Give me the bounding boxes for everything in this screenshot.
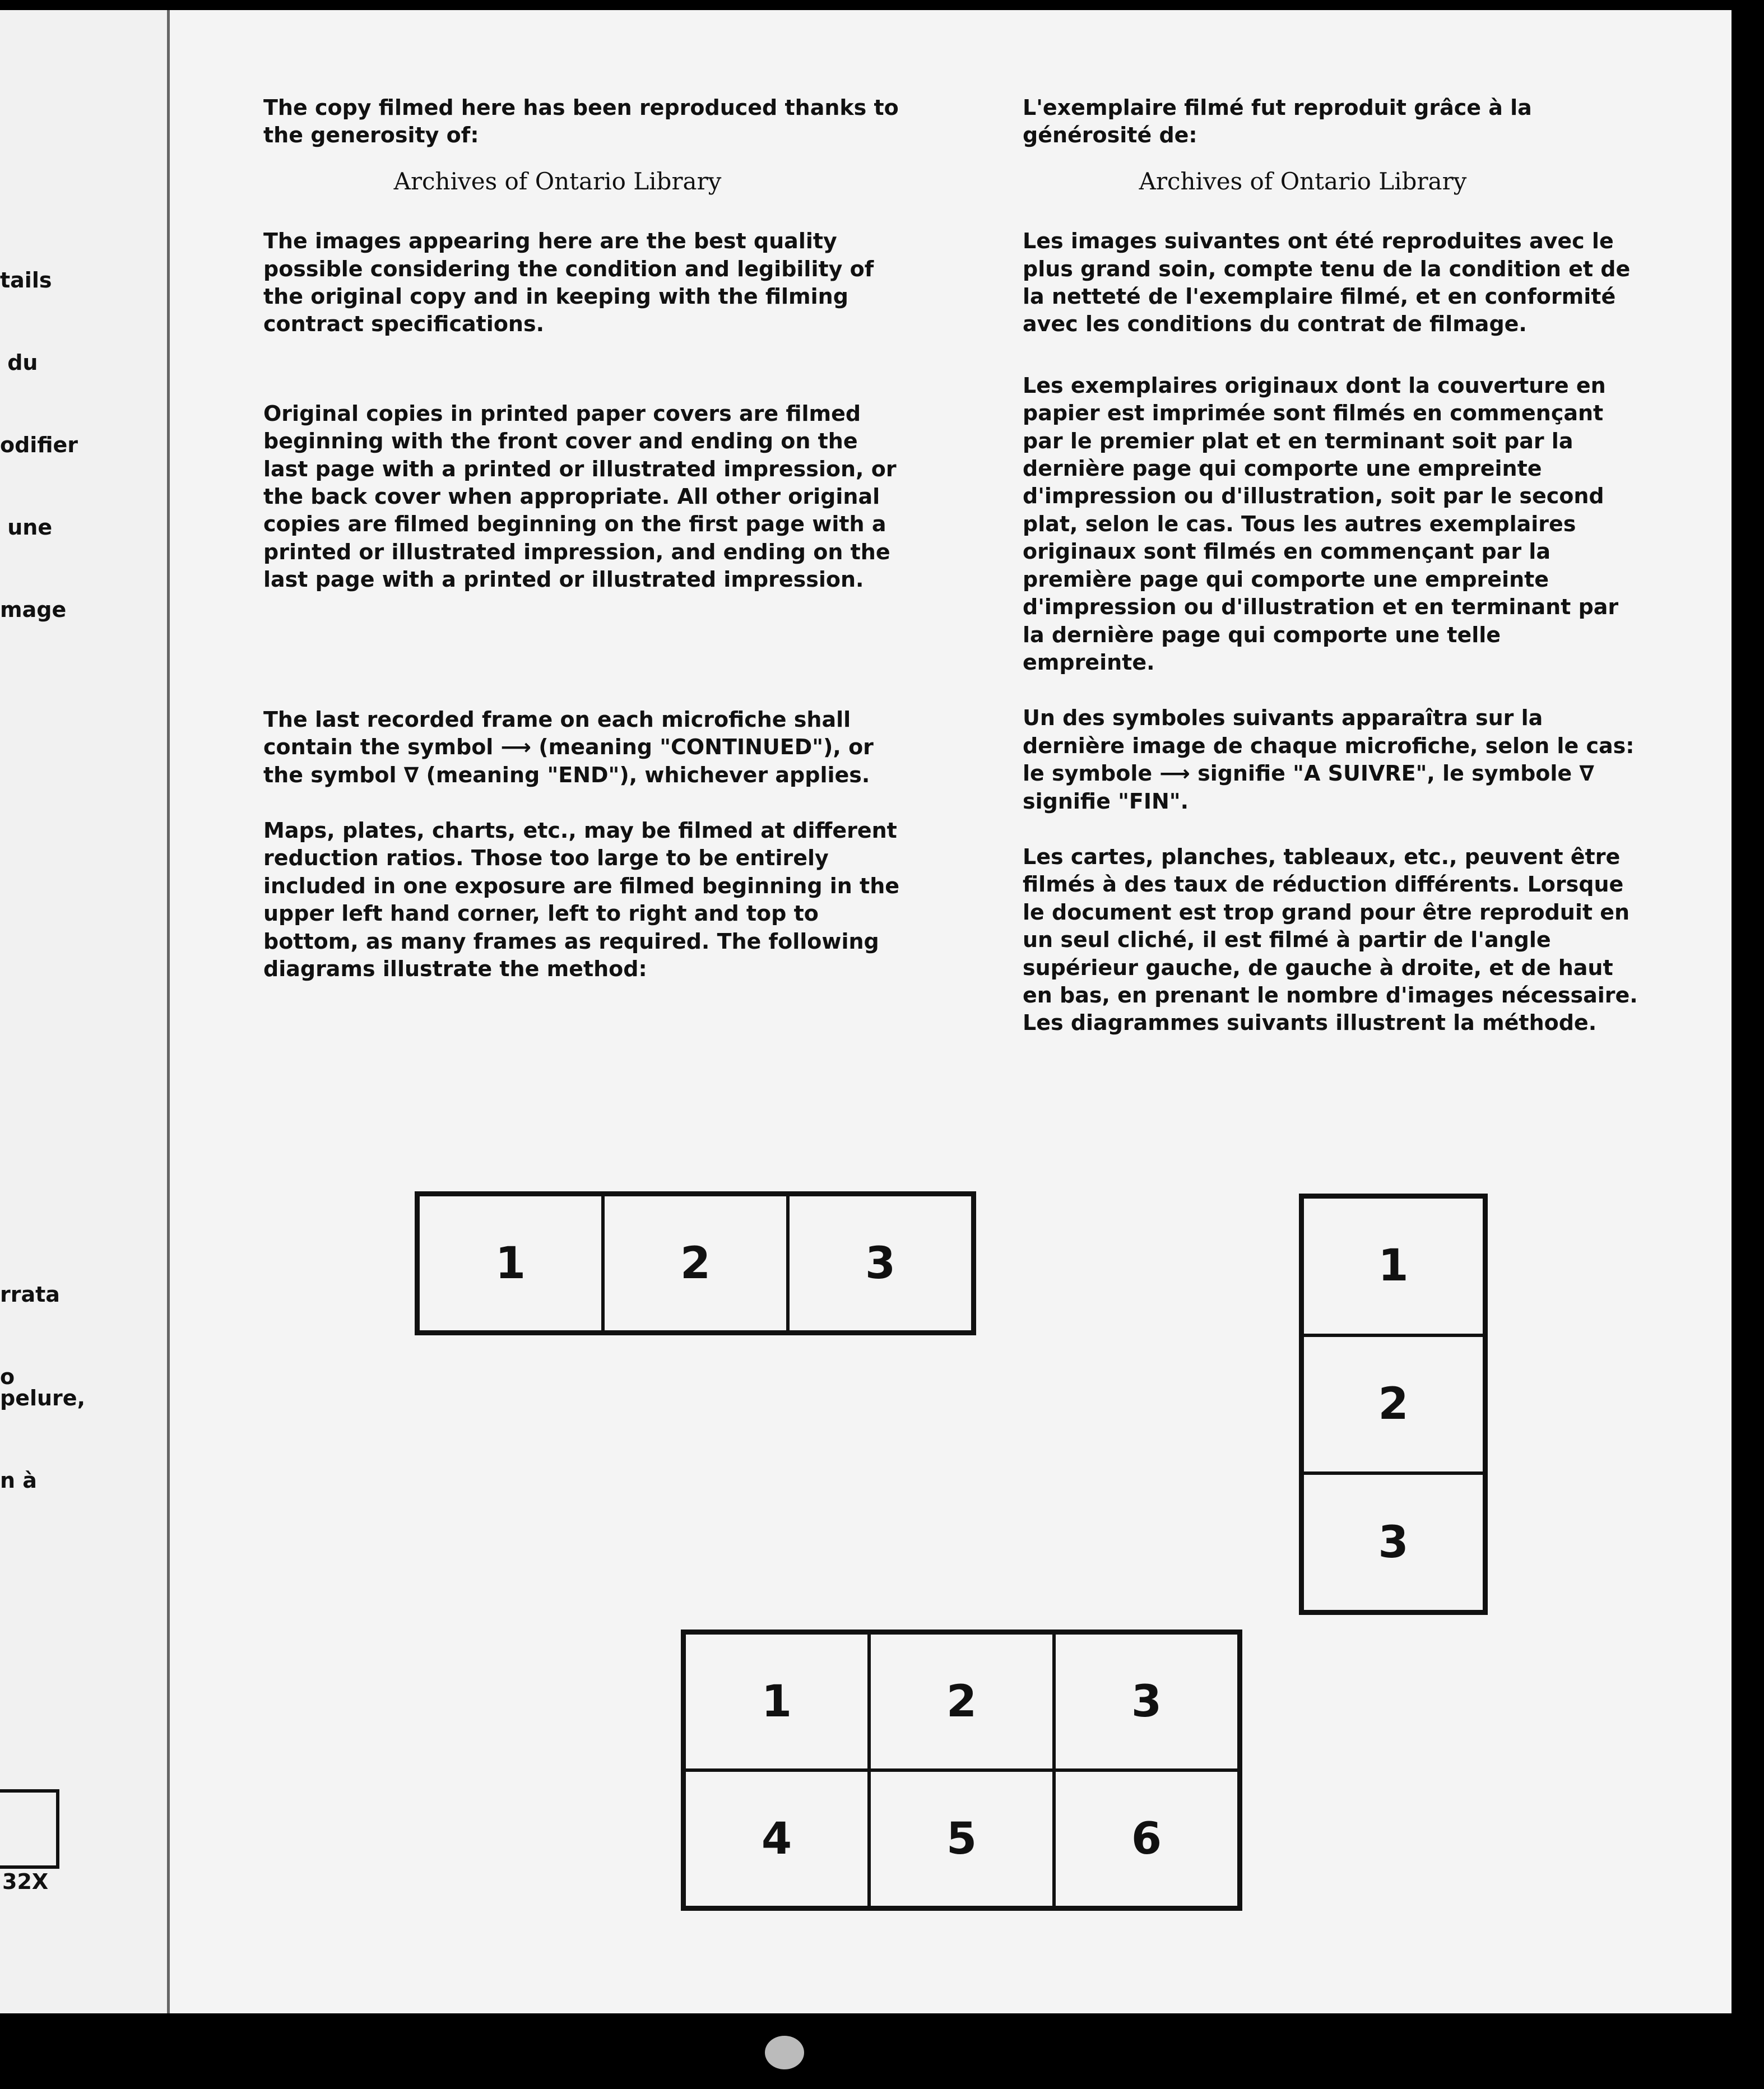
french-frame-b: signifie "A SUIVRE", le symbole [1197, 761, 1572, 786]
french-column [1023, 94, 1639, 1037]
english-frame-note [263, 706, 908, 789]
english-covers: Original copies in printed paper covers are filmed beginning with the front cover and ending on the last page with a printed or illustrated impression, or the back cover when appropriate. All other original copies are filmed beginning on the first page with a printed or illustrated impression, and ending on the last page with a printed or illustrated impression. [263, 401, 897, 592]
diagram-grid [681, 1630, 1242, 1911]
english-library: Archives of Ontario Library [393, 167, 722, 195]
diagram-column [1299, 1194, 1488, 1615]
diagram-cell: 2 [1302, 1335, 1484, 1474]
diagram-cell: 1 [418, 1195, 603, 1332]
french-maps: Les cartes, planches, tableaux, etc., peuvent être filmés à des taux de réduction différents. Lorsque le document est trop grand pour être reproduit en un seul cliché, il est filmé à partir de l'angle supérieur gauche, de gauche à droite, et de haut en bas, en prenant le nombre d'images nécessaire. Les diagrammes suivants illustrent la méthode. [1023, 844, 1638, 1036]
diagram-cell: 5 [869, 1770, 1054, 1907]
english-frame-b: (meaning "CONTINUED"), or the symbol [263, 735, 874, 787]
english-frame-a: The last recorded frame on each microfiche shall contain the symbol [263, 707, 851, 760]
edge-text-block-3 [0, 1330, 85, 1549]
edge-line: n à [0, 1468, 37, 1493]
french-thanks: L'exemplaire filmé fut reproduit grâce à la générosité de: [1023, 95, 1532, 148]
edge-line: du [0, 350, 38, 375]
edge-line: rrata [0, 1282, 60, 1307]
edge-line: une [0, 515, 53, 540]
continued-arrow-icon: ⟶ [1159, 761, 1190, 786]
diagram-cell: 3 [1302, 1473, 1484, 1612]
scan-border [0, 2013, 1764, 2089]
continued-arrow-icon: ⟶ [500, 735, 532, 760]
french-covers: Les exemplaires originaux dont la couverture en papier est imprimée sont filmés en commençant par le premier plat et en terminant soit par la dernière page qui comporte une empreinte d'impression ou d'illustration, soit par le second plat, selon le cas. Tous les autres exemplaires originaux sont filmés en commençant par la première page qui comporte une empreinte d'impression ou d'illustration et en terminant par la dernière page qui comporte une telle empreinte. [1023, 373, 1619, 675]
edge-line: mage [0, 597, 67, 622]
previous-page-edge [0, 10, 167, 2013]
english-quality: The images appearing here are the best quality possible considering the condition and legibility of the original copy and in keeping with the filming contract specifications. [263, 229, 874, 337]
french-quality: Les images suivantes ont été reproduites avec le plus grand soin, compte tenu de la condition et de la netteté de l'exemplaire filmé, et en conformité avec les conditions du contrat de filmage. [1023, 229, 1631, 337]
page-divider [167, 10, 170, 2013]
end-triangle-icon: ∇ [1579, 761, 1594, 786]
end-triangle-icon: ∇ [403, 762, 419, 787]
english-column [263, 94, 908, 983]
scanned-page [0, 10, 1731, 2013]
scan-speck [765, 2036, 804, 2069]
english-maps: Maps, plates, charts, etc., may be filmed at different reduction ratios. Those too large to be entirely included in one exposure are filmed beginning in the upper left hand corner, left to right and top to bottom, as many frames as required. The following diagrams illustrate the method: [263, 818, 900, 981]
edge-line: odifier [0, 433, 78, 457]
reduction-label: 32X [2, 1869, 49, 1894]
edge-text-block-1 [0, 212, 78, 679]
diagram-cell: 3 [1054, 1633, 1239, 1770]
french-frame-a: Un des symboles suivants apparaîtra sur la dernière image de chaque microfiche, selon le cas: le symbole [1023, 705, 1635, 786]
edge-line: pelure, [0, 1386, 85, 1410]
reduction-box [0, 1789, 59, 1869]
diagram-cell: 2 [869, 1633, 1054, 1770]
diagram-cell: 2 [603, 1195, 788, 1332]
diagram-cell: 6 [1054, 1770, 1239, 1907]
english-frame-c: (meaning "END"), whichever applies. [426, 762, 870, 787]
diagram-cell: 3 [788, 1195, 973, 1332]
english-thanks: The copy filmed here has been reproduced thanks to the generosity of: [263, 95, 899, 148]
edge-line: tails [0, 268, 52, 293]
diagram-row [415, 1191, 976, 1335]
french-frame-c: signifie "FIN". [1023, 788, 1189, 814]
diagram-cell: 4 [684, 1770, 869, 1907]
french-library: Archives of Ontario Library [1139, 167, 1467, 195]
diagram-cell: 1 [684, 1633, 869, 1770]
diagram-cell: 1 [1302, 1197, 1484, 1335]
french-frame-note [1023, 704, 1639, 815]
edge-line: o [0, 1364, 15, 1389]
